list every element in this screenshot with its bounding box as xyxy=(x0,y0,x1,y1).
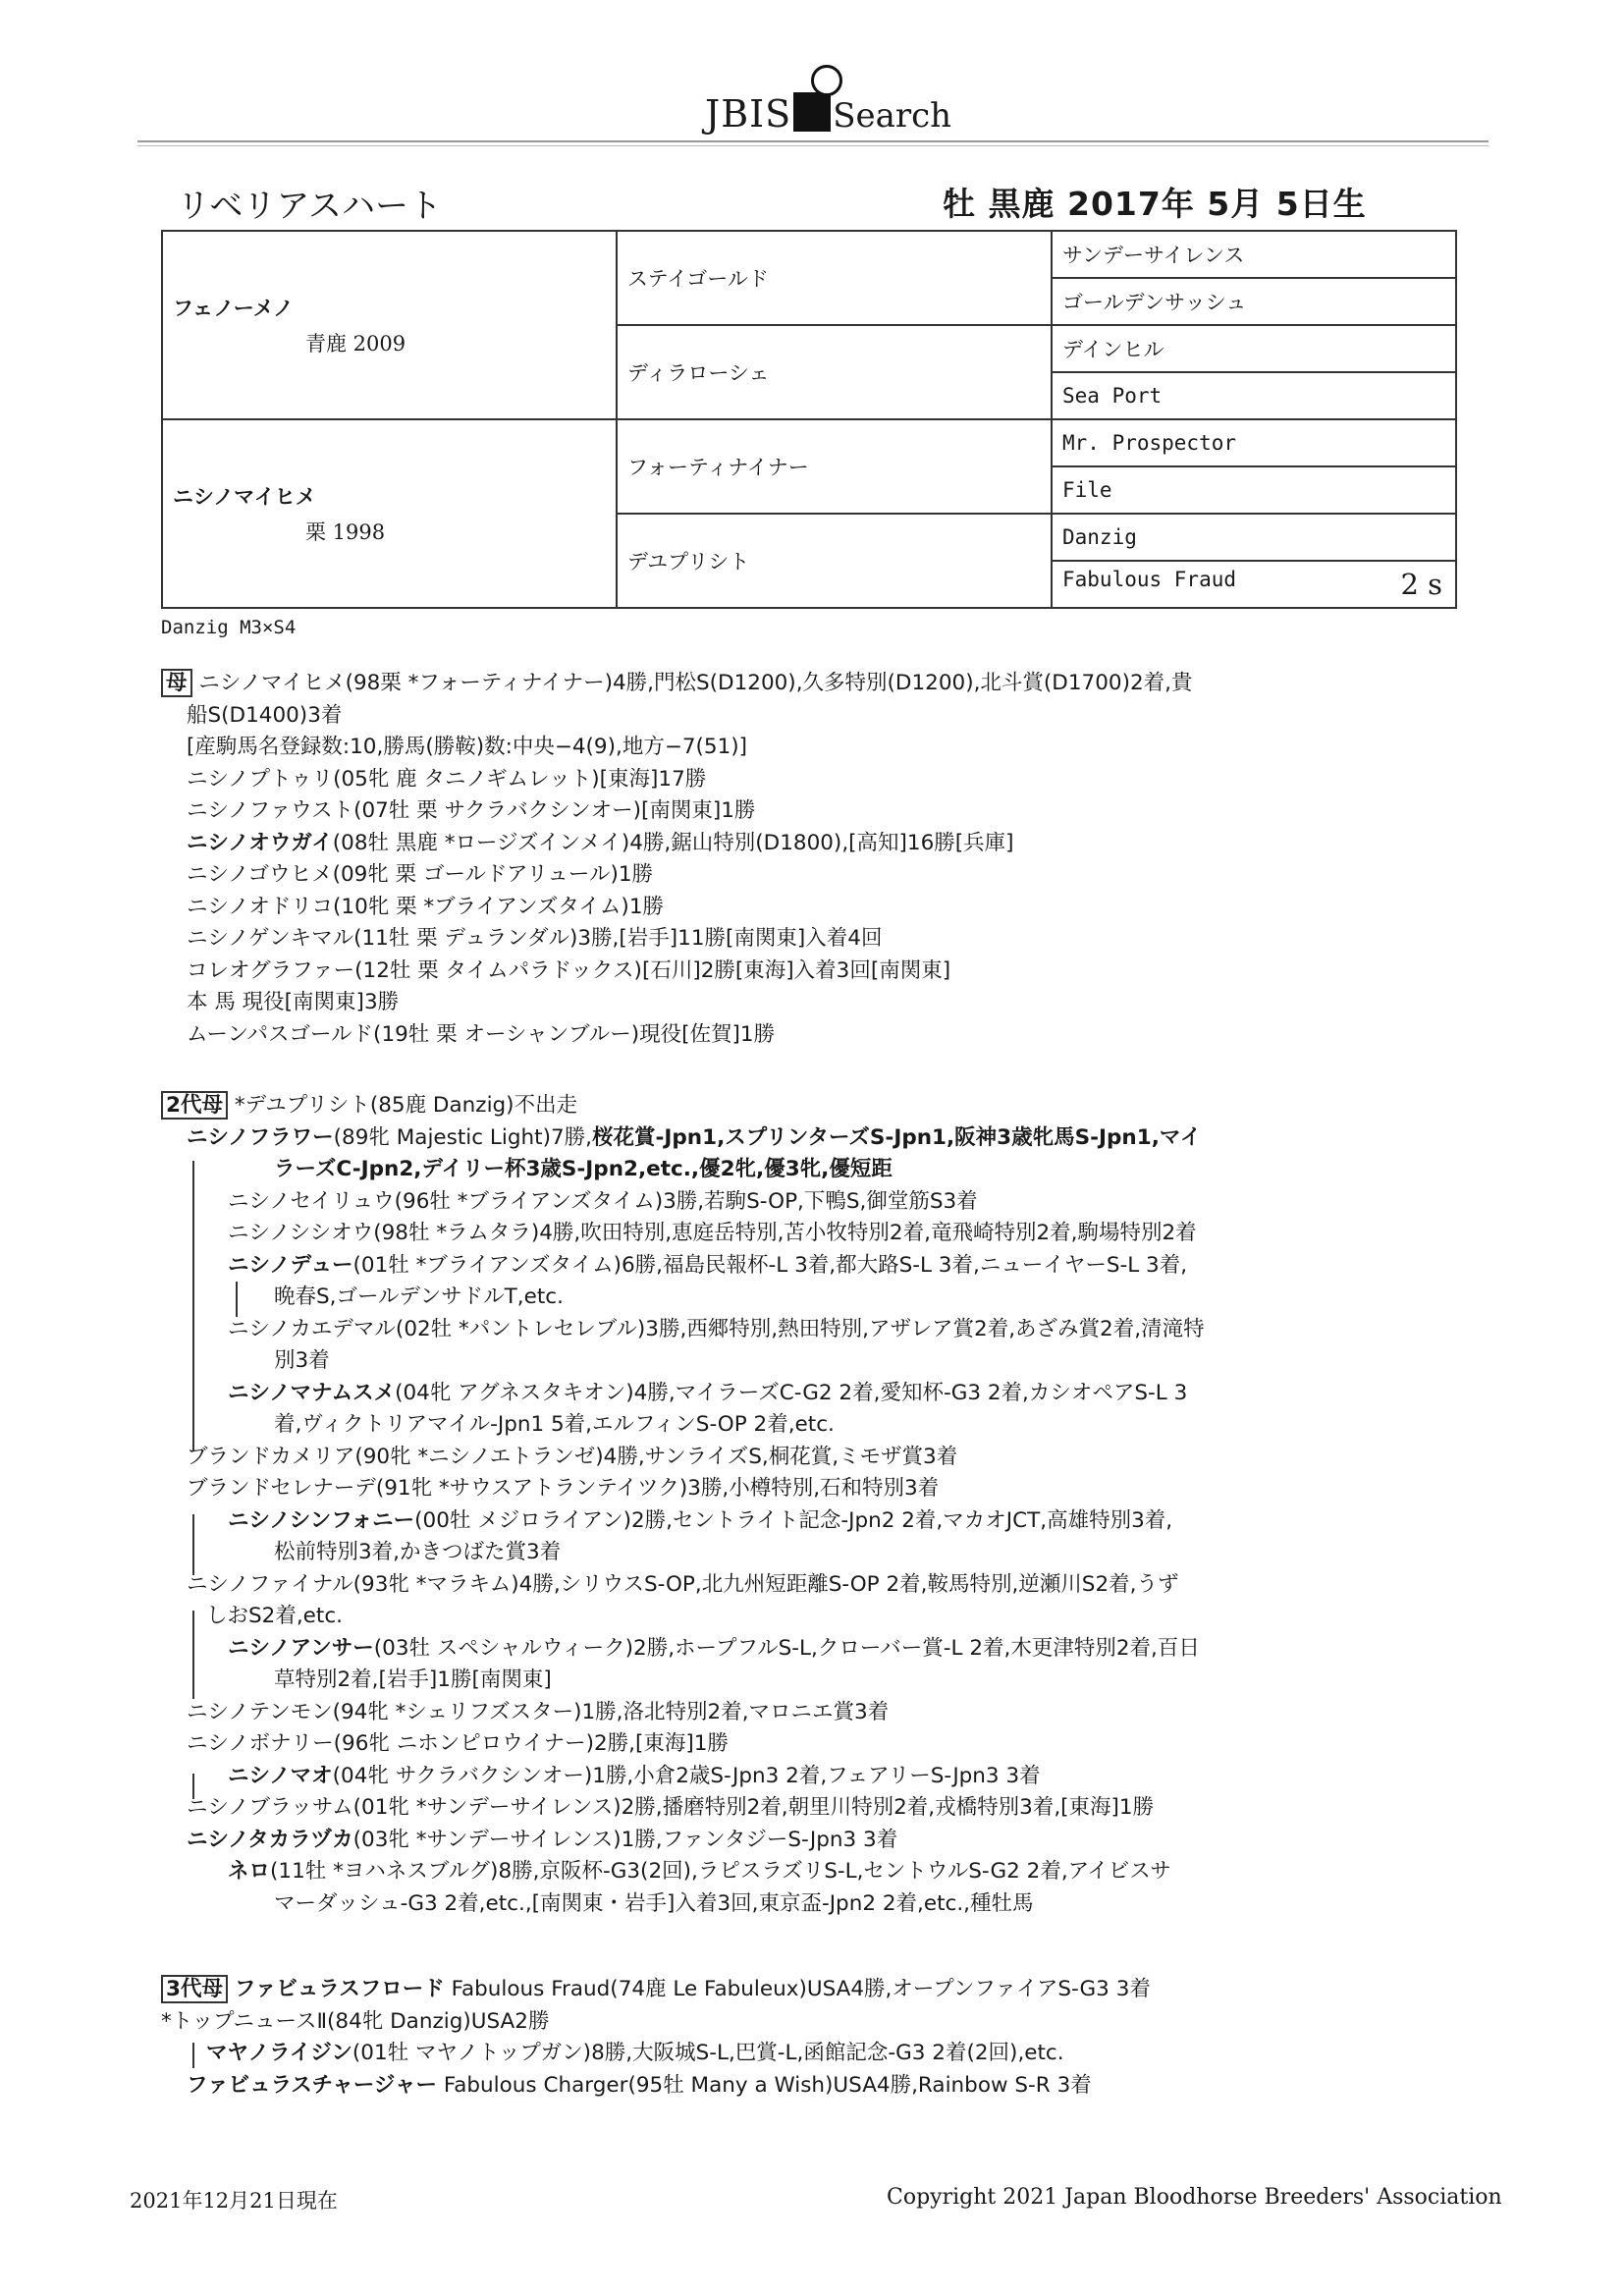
gen2-line: 桜花賞-Jpn1,スプリンターズS-Jpn1,阪神3歳牝馬S-Jpn1,マイ xyxy=(591,1124,1202,1150)
dam-line: 船S(D1400)3着 xyxy=(187,702,343,728)
lineage-bar xyxy=(236,1282,238,1317)
gen2-line: ネロ xyxy=(228,1859,271,1884)
copyright: Copyright 2021 Japan Bloodhorse Breeders' Association xyxy=(887,2185,1502,2210)
gen3-line: Fabulous Charger(95牡 Many a Wish)USA4勝,Rainbow S-R 3着 xyxy=(437,2072,1092,2098)
dam-cell xyxy=(162,419,617,608)
lineage-bar xyxy=(192,1514,194,1575)
gen2-line: ニシノフラワー xyxy=(187,1124,334,1150)
ss-cell: ステイゴールド xyxy=(617,231,1052,325)
logo-text-jbis: JBIS xyxy=(705,92,792,136)
gen2-line: 晩春S,ゴールデンサドルT,etc. xyxy=(274,1285,564,1309)
family-code: 2 s xyxy=(1400,568,1442,601)
ds-cell: フォーティナイナー xyxy=(617,419,1052,514)
dam-line: ニシノゴウヒメ(09牝 栗 ゴールドアリュール)1勝 xyxy=(187,862,654,887)
dam-line: 本 馬 現役[南関東]3勝 xyxy=(187,990,400,1014)
as-of-date: 2021年12月21日現在 xyxy=(130,2189,338,2213)
lineage-bar xyxy=(192,1774,194,1799)
section-tag: 母 xyxy=(161,669,192,697)
gen2-line: (04牝 アグネスタキオン)4勝,マイラーズC-G2 2着,愛知杯-G3 2着,カシオペアS-L 3 xyxy=(395,1380,1188,1405)
gen2-line: *デユプリシト(85鹿 Danzig)不出走 xyxy=(234,1093,578,1118)
gen2-line: ニシノシンフォニー xyxy=(228,1507,415,1533)
gen2-line: 松前特別3着,かきつばた賞3着 xyxy=(274,1540,562,1564)
pedigree-table xyxy=(161,230,1457,609)
ddd-name: Fabulous Fraud xyxy=(1062,568,1237,591)
gen2-line: しおS2着,etc. xyxy=(206,1604,343,1628)
gen3-line: *トップニュースⅡ(84牝 Danzig)USA2勝 xyxy=(161,2008,550,2034)
sire-sub: 青鹿 2009 xyxy=(305,332,406,355)
gen2-line: ニシノカエデマル(02牡 *パントレセレブル)3勝,西郷特別,熱田特別,アザレア賞2着,あざみ賞2着,清滝特 xyxy=(228,1316,1205,1341)
dss-cell: Mr. Prospector xyxy=(1052,419,1456,466)
dam-line: ムーンパスゴールド(19牡 栗 オーシャンブルー)現役[佐賀]1勝 xyxy=(187,1021,776,1047)
gen2-line: ブランドカメリア(90牝 *ニシノエトランゼ)4勝,サンライズS,桐花賞,ミモザ賞3着 xyxy=(187,1444,958,1469)
sd-cell: ディラローシェ xyxy=(617,325,1052,419)
gen2-line: (01牡 *ブライアンズタイム)6勝,福島民報杯-L 3着,都大路S-L 3着,ニューイヤーS-L 3着, xyxy=(352,1252,1188,1278)
dam-line: [産駒馬名登録数:10,勝馬(勝鞍)数:中央−4(9),地方−7(51)] xyxy=(187,735,748,759)
sds-cell: デインヒル xyxy=(1052,325,1456,372)
gen2-line: (03牝 *サンデーサイレンス)1勝,ファンタジーS-Jpn3 3着 xyxy=(352,1827,898,1852)
gen2-line: ニシノアンサー xyxy=(228,1635,374,1661)
gen2-line: (04牝 サクラバクシンオー)1勝,小倉2歳S-Jpn3 2着,フェアリーS-Jpn3 3着 xyxy=(332,1763,1041,1788)
gen3-line: マヤノライジン xyxy=(206,2041,352,2065)
gen2-line: ラーズC-Jpn2,デイリー杯3歳S-Jpn2,etc.,優2牝,優3牝,優短距 xyxy=(274,1157,893,1181)
dam-line: (08牡 黒鹿 *ロージズインメイ)4勝,鋸山特別(D1800),[高知]16勝[兵庫] xyxy=(332,830,1014,855)
gen2-line: (11牡 *ヨハネスブルグ)8勝,京阪杯-G3(2回),ラピスラズリS-L,セントウルS-G2 2着,アイビスサ xyxy=(270,1859,1171,1884)
gen3-line: ファビュラスチャージャー xyxy=(187,2072,437,2098)
jbis-search-logo xyxy=(705,57,951,136)
gen3-section xyxy=(161,1974,1359,2102)
section-tag: 2代母 xyxy=(161,1091,228,1120)
dam-name: ニシノマイヒメ xyxy=(173,485,316,509)
dam-line: ニシノオドリコ(10牝 栗 *ブライアンズタイム)1勝 xyxy=(187,894,665,919)
dds-cell: Danzig xyxy=(1052,514,1456,561)
header-rule xyxy=(137,140,1489,146)
gen2-line: 着,ヴィクトリアマイル-Jpn1 5着,エルフィンS-OP 2着,etc. xyxy=(274,1412,835,1437)
gen3-line: ファビュラスフロード xyxy=(234,1977,445,2001)
inbreeding-note: Danzig M3×S4 xyxy=(161,617,297,638)
gen2-line: (00牡 メジロライアン)2勝,セントライト記念-Jpn2 2着,マカオJCT,高雄特別3着, xyxy=(414,1507,1173,1533)
gen2-line: ニシノセイリュウ(96牡 *ブライアンズタイム)3勝,若駒S-OP,下鴨S,御堂筋S3着 xyxy=(228,1188,978,1214)
dsd-cell: File xyxy=(1052,466,1456,514)
dd-cell: デユプリシト xyxy=(617,514,1052,608)
gen2-line: 別3着 xyxy=(274,1348,330,1373)
gen3-line: Fabulous Fraud(74鹿 Le Fabuleux)USA4勝,オープンファイアS-G3 3着 xyxy=(444,1977,1151,2001)
horse-magnifier-icon xyxy=(793,92,831,132)
horse-info: 牡 黒鹿 2017年 5月 5日生 xyxy=(943,185,1367,223)
gen2-line: (03牡 スペシャルウィーク)2勝,ホープフルS-L,クローバー賞-L 2着,木更津特別2着,百日 xyxy=(373,1635,1200,1661)
dam-line: ニシノオウガイ xyxy=(187,830,333,855)
dam-line: ニシノファウスト(07牡 栗 サクラバクシンオー)[南関東]1勝 xyxy=(187,798,756,823)
dam-section xyxy=(161,668,1359,1051)
dam-line: ニシノゲンキマル(11牡 栗 デュランダル)3勝,[岩手]11勝[南関東]入着4回 xyxy=(187,926,883,951)
gen2-line: ブランドセレナーデ(91牝 *サウスアトランテイツク)3勝,小樽特別,石和特別3着 xyxy=(187,1476,940,1501)
gen2-line: ニシノシシオウ(98牡 *ラムタラ)4勝,吹田特別,恵庭岳特別,苫小牧特別2着,竜飛崎特別2着,駒場特別2着 xyxy=(228,1221,1197,1245)
gen2-line: ニシノマナムスメ xyxy=(228,1380,396,1405)
gen2-line: ニシノファイナル(93牝 *マラキム)4勝,シリウスS-OP,北九州短距離S-OP 2着,鞍馬特別,逆瀬川S2着,うず xyxy=(187,1571,1179,1597)
logo-text-search: Search xyxy=(833,96,952,136)
ddd-cell xyxy=(1052,561,1456,608)
gen2-line: ニシノマオ xyxy=(228,1763,333,1788)
gen2-line: ニシノタカラヅカ xyxy=(187,1827,353,1852)
gen2-line: (89牝 Majestic Light)7勝, xyxy=(333,1124,592,1150)
gen2-line: ニシノテンモン(94牝 *シェリフズスター)1勝,洛北特別2着,マロニエ賞3着 xyxy=(187,1699,890,1724)
lineage-bar xyxy=(192,1161,194,1450)
dam-line: ニシノマイヒメ(98栗 *フォーティナイナー)4勝,門松S(D1200),久多特別(D1200),北斗賞(D1700)2着,貴 xyxy=(198,671,1193,695)
sire-name: フェノーメノ xyxy=(173,297,295,320)
sss-cell: サンデーサイレンス xyxy=(1052,231,1456,278)
sdd-cell: Sea Port xyxy=(1052,372,1456,419)
gen2-line: ニシノデュー xyxy=(228,1252,353,1278)
lineage-bar xyxy=(192,2043,194,2068)
gen2-line: 草特別2着,[岩手]1勝[南関東] xyxy=(274,1667,552,1692)
ssd-cell: ゴールデンサッシュ xyxy=(1052,278,1456,325)
gen2-line: ニシノボナリー(96牝 ニホンピロウイナー)2勝,[東海]1勝 xyxy=(187,1731,729,1756)
section-tag: 3代母 xyxy=(161,1975,228,2003)
gen2-line: マーダッシュ-G3 2着,etc.,[南関東・岩手]入着3回,東京盃-Jpn2 2着,etc.,種牡馬 xyxy=(274,1890,1034,1916)
lineage-bar xyxy=(192,1611,194,1699)
gen2-section xyxy=(161,1090,1359,1920)
dam-sub: 栗 1998 xyxy=(305,520,386,544)
horse-name: リベリアスハート xyxy=(177,187,442,226)
gen3-line: (01牡 マヤノトップガン)8勝,大阪城S-L,巴賞-L,函館記念-G3 2着(2回),etc. xyxy=(352,2041,1064,2065)
dam-line: ニシノプトゥリ(05牝 鹿 タニノギムレット)[東海]17勝 xyxy=(187,766,707,792)
dam-line: コレオグラファー(12牡 栗 タイムパラドックス)[石川]2勝[東海]入着3回[南関東] xyxy=(187,957,951,983)
gen2-line: ニシノブラッサム(01牝 *サンデーサイレンス)2勝,播磨特別2着,朝里川特別2着,戎橋特別3着,[東海]1勝 xyxy=(187,1795,1155,1820)
sire-cell xyxy=(162,231,617,419)
